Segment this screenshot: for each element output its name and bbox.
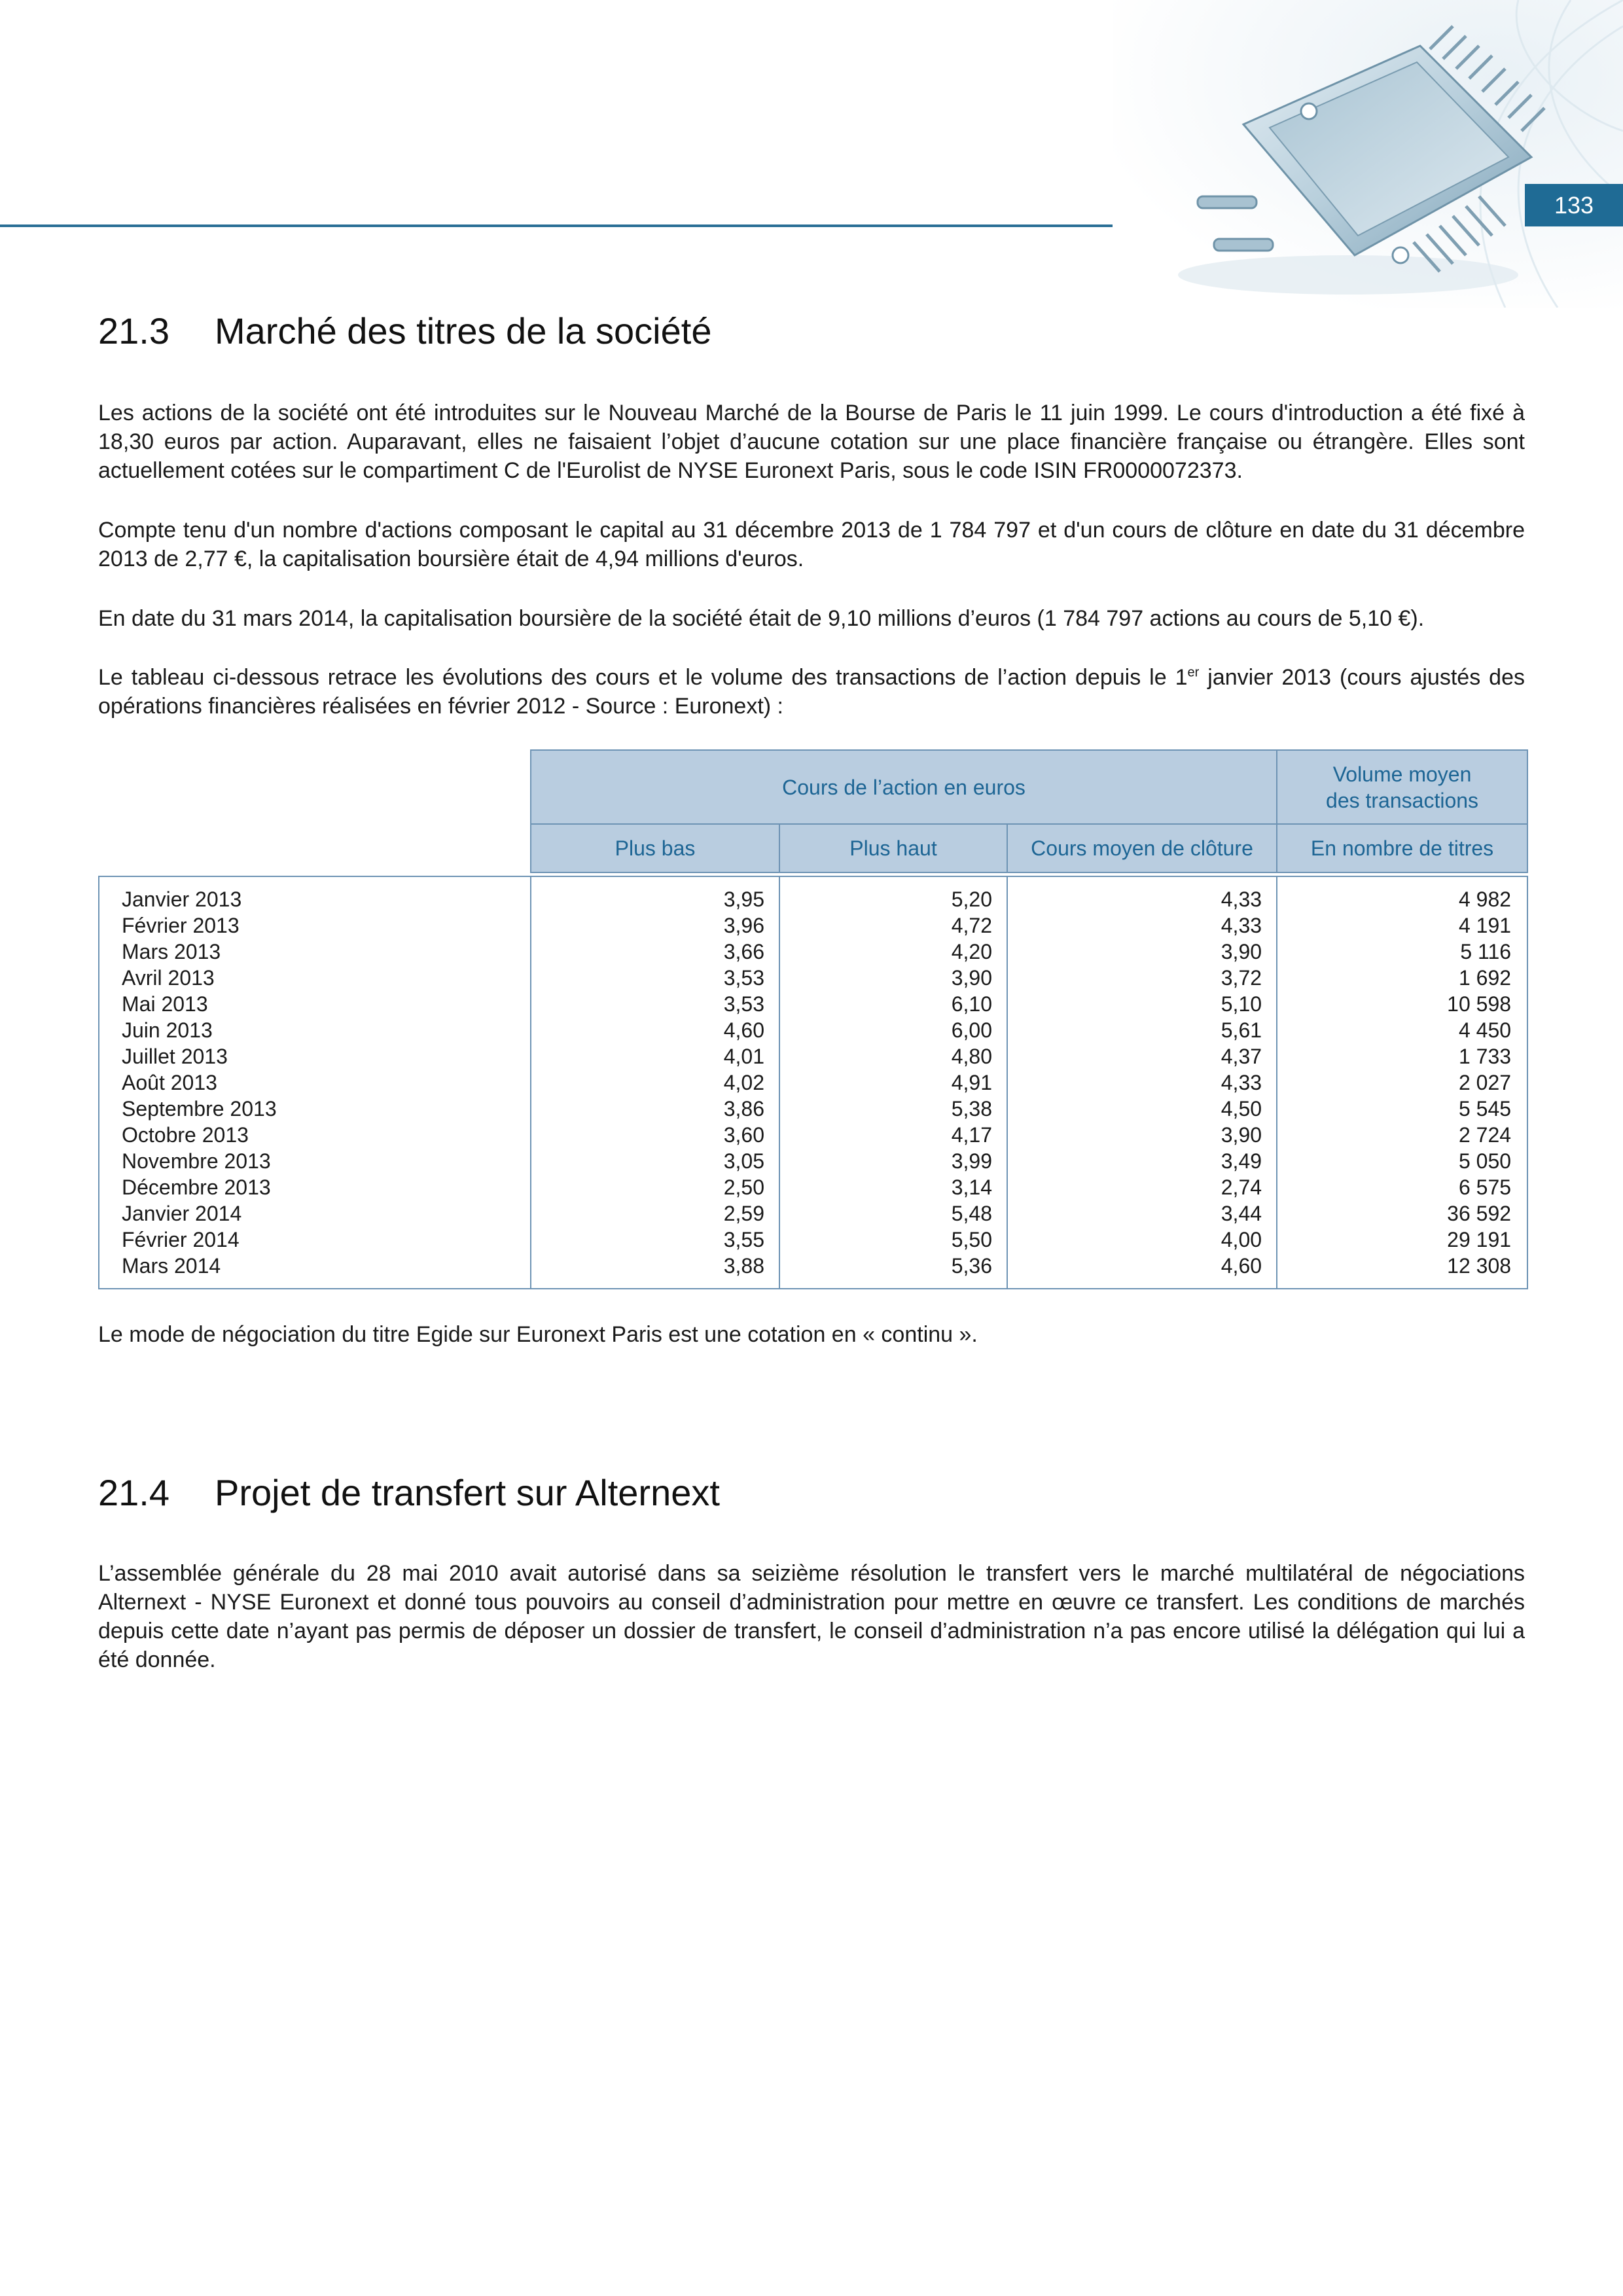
table-cell-plus-bas: 2,50 bbox=[723, 1175, 764, 1199]
column-header-cours-moyen: Cours moyen de clôture bbox=[1007, 824, 1277, 872]
table-cell-cours-moyen: 3,44 bbox=[1221, 1202, 1262, 1225]
table-cell-cours-moyen: 3,90 bbox=[1221, 1123, 1262, 1147]
table-cell-plus-haut: 5,48 bbox=[951, 1202, 992, 1225]
table-cell-volume: 36 592 bbox=[1447, 1202, 1512, 1225]
table-cell-months: Septembre 2013 bbox=[122, 1097, 277, 1121]
table-cell-plus-haut: 5,38 bbox=[951, 1097, 992, 1121]
header-rule bbox=[0, 224, 1113, 227]
table-cell-cours-moyen: 5,61 bbox=[1221, 1018, 1262, 1042]
table-intro-start: Le tableau ci-dessous retrace les évolutions des cours et le volume des transactions de l’action depuis le 1 bbox=[98, 665, 1188, 690]
ordinal-suffix: er bbox=[1187, 665, 1200, 680]
table-cell-months: Avril 2013 bbox=[122, 966, 215, 990]
table-intro-end: janvier 2013 (cours ajustés des opérations financières réalisées en février 2012 - Source : Euronext) : bbox=[98, 665, 1525, 719]
table-cell-plus-haut: 3,99 bbox=[951, 1149, 992, 1173]
table-cell-months: Juillet 2013 bbox=[122, 1045, 228, 1068]
table-cell-plus-haut: 5,50 bbox=[951, 1228, 992, 1251]
table-corner-2 bbox=[99, 824, 531, 872]
table-cell-months: Juin 2013 bbox=[122, 1018, 213, 1042]
page-number: 133 bbox=[1525, 184, 1623, 226]
table-cell-cours-moyen: 4,50 bbox=[1221, 1097, 1262, 1121]
section-number: 21.3 bbox=[98, 310, 169, 351]
paragraph-alternext-transfer: L’assemblée générale du 28 mai 2010 avait autorisé dans sa seizième résolution le transfert vers le marché multilatéral de négociations Alternext - NYSE Euronext et donné tous pouvoirs au conseil d’administration pour mettre en œuvre ce transfert. Les conditions de marchés depuis cette date n’ayant pas permis de déposer un dossier de transfert, le conseil d’administration n’a pas encore utilisé la délégation qui lui a été donnée. bbox=[98, 1561, 1525, 1672]
table-cell-months: Mai 2013 bbox=[122, 992, 208, 1016]
plus-haut-column bbox=[779, 876, 1007, 1289]
table-cell-plus-haut: 4,91 bbox=[951, 1071, 992, 1094]
cours-moyen-column bbox=[1007, 876, 1277, 1289]
table-cell-volume: 5 050 bbox=[1458, 1149, 1512, 1173]
paragraph-trading-mode: Le mode de négociation du titre Egide sur Euronext Paris est une cotation en « continu ». bbox=[98, 1322, 978, 1347]
table-cell-plus-haut: 4,80 bbox=[951, 1045, 992, 1068]
table-cell-months: Février 2013 bbox=[122, 914, 240, 937]
table-cell-plus-haut: 6,00 bbox=[951, 1018, 992, 1042]
table-cell-cours-moyen: 4,33 bbox=[1221, 1071, 1262, 1094]
table-cell-cours-moyen: 3,90 bbox=[1221, 940, 1262, 963]
table-cell-cours-moyen: 4,33 bbox=[1221, 888, 1262, 911]
table-cell-plus-haut: 5,36 bbox=[951, 1254, 992, 1278]
table-cell-volume: 12 308 bbox=[1447, 1254, 1512, 1278]
table-cell-volume: 2 724 bbox=[1458, 1123, 1512, 1147]
table-cell-plus-haut: 3,14 bbox=[951, 1175, 992, 1199]
table-corner bbox=[99, 750, 531, 824]
table-cell-months: Mars 2013 bbox=[122, 940, 221, 963]
column-header-plus-bas: Plus bas bbox=[531, 824, 779, 872]
table-cell-plus-bas: 3,95 bbox=[723, 888, 764, 911]
volume-column bbox=[1277, 876, 1527, 1289]
table-cell-months: Novembre 2013 bbox=[122, 1149, 271, 1173]
table-cell-plus-bas: 4,02 bbox=[723, 1071, 764, 1094]
table-cell-plus-bas: 4,60 bbox=[723, 1018, 764, 1042]
electronic-package-icon bbox=[1113, 0, 1623, 308]
section-title-text: Marché des titres de la société bbox=[215, 310, 712, 351]
table-cell-plus-haut: 4,17 bbox=[951, 1123, 992, 1147]
table-cell-months: Août 2013 bbox=[122, 1071, 217, 1094]
table-cell-volume: 29 191 bbox=[1447, 1228, 1512, 1251]
table-cell-plus-bas: 2,59 bbox=[723, 1202, 764, 1225]
section-title-21-4 bbox=[98, 1471, 720, 1514]
table-cell-volume: 4 450 bbox=[1458, 1018, 1512, 1042]
table-cell-plus-haut: 5,20 bbox=[951, 888, 992, 911]
paragraph-table-intro bbox=[98, 663, 1525, 721]
table-cell-plus-haut: 4,20 bbox=[951, 940, 992, 963]
table-cell-plus-haut: 3,90 bbox=[951, 966, 992, 990]
table-cell-plus-bas: 3,86 bbox=[723, 1097, 764, 1121]
table-cell-plus-bas: 3,66 bbox=[723, 940, 764, 963]
section-title-text: Projet de transfert sur Alternext bbox=[215, 1472, 720, 1513]
table-cell-volume: 4 191 bbox=[1458, 914, 1512, 937]
table-cell-volume: 10 598 bbox=[1447, 992, 1512, 1016]
table-cell-cours-moyen: 4,37 bbox=[1221, 1045, 1262, 1068]
table-cell-volume: 5 545 bbox=[1458, 1097, 1512, 1121]
table-cell-volume: 2 027 bbox=[1458, 1071, 1512, 1094]
table-cell-months: Janvier 2014 bbox=[122, 1202, 242, 1225]
table-cell-volume: 1 733 bbox=[1458, 1045, 1512, 1068]
column-header-plus-haut: Plus haut bbox=[779, 824, 1007, 872]
plus-bas-column bbox=[531, 876, 779, 1289]
table-cell-months: Février 2014 bbox=[122, 1228, 240, 1251]
table-cell-plus-haut: 4,72 bbox=[951, 914, 992, 937]
group-header-volume-line2: des transactions bbox=[1326, 788, 1479, 812]
table-cell-months: Janvier 2013 bbox=[122, 888, 242, 911]
table-cell-plus-bas: 3,88 bbox=[723, 1254, 764, 1278]
paragraph-capitalisation-2014: En date du 31 mars 2014, la capitalisation boursière de la société était de 9,10 millions d’euros (1 784 797 actions au cours de 5,10 €). bbox=[98, 606, 1425, 631]
group-header-price: Cours de l’action en euros bbox=[531, 750, 1277, 824]
table-cell-plus-bas: 3,60 bbox=[723, 1123, 764, 1147]
table-cell-plus-bas: 3,96 bbox=[723, 914, 764, 937]
table-cell-months: Décembre 2013 bbox=[122, 1175, 271, 1199]
section-title-21-3 bbox=[98, 310, 711, 352]
table-cell-plus-bas: 3,53 bbox=[723, 992, 764, 1016]
table-cell-plus-bas: 3,05 bbox=[723, 1149, 764, 1173]
table-cell-volume: 5 116 bbox=[1460, 940, 1512, 963]
share-price-table bbox=[98, 749, 1528, 1289]
group-header-volume bbox=[1277, 750, 1527, 824]
table-cell-cours-moyen: 3,72 bbox=[1221, 966, 1262, 990]
column-header-volume: En nombre de titres bbox=[1277, 824, 1527, 872]
table-cell-volume: 1 692 bbox=[1458, 966, 1512, 990]
table-cell-months: Octobre 2013 bbox=[122, 1123, 249, 1147]
table-cell-volume: 4 982 bbox=[1458, 888, 1512, 911]
group-header-volume-line1: Volume moyen bbox=[1332, 762, 1472, 786]
table-cell-cours-moyen: 4,60 bbox=[1221, 1254, 1262, 1278]
table-cell-plus-haut: 6,10 bbox=[951, 992, 992, 1016]
paragraph-introduction: Les actions de la société ont été introduites sur le Nouveau Marché de la Bourse de Paris le 11 juin 1999. Le cours d'introduction a été fixé à 18,30 euros par action. Auparavant, elles ne faisaient l’objet d’aucune cotation sur une place financière française ou étrangère. Elles sont actuellement cotées sur le compartiment C de l'Eurolist de NYSE Euronext Paris, sous le code ISIN FR0000072373. bbox=[98, 401, 1525, 483]
table-cell-volume: 6 575 bbox=[1458, 1175, 1512, 1199]
table-cell-cours-moyen: 2,74 bbox=[1221, 1175, 1262, 1199]
paragraph-capitalisation-2013: Compte tenu d'un nombre d'actions composant le capital au 31 décembre 2013 de 1 784 797 et d'un cours de clôture en date du 31 décembre 2013 de 2,77 €, la capitalisation boursière était de 4,94 millions d'euros. bbox=[98, 518, 1525, 571]
table-cell-plus-bas: 3,55 bbox=[723, 1228, 764, 1251]
table-cell-cours-moyen: 4,00 bbox=[1221, 1228, 1262, 1251]
section-number: 21.4 bbox=[98, 1472, 169, 1513]
month-column bbox=[99, 876, 531, 1289]
table-cell-cours-moyen: 4,33 bbox=[1221, 914, 1262, 937]
table-cell-cours-moyen: 5,10 bbox=[1221, 992, 1262, 1016]
table-cell-cours-moyen: 3,49 bbox=[1221, 1149, 1262, 1173]
table-cell-plus-bas: 3,53 bbox=[723, 966, 764, 990]
table-cell-plus-bas: 4,01 bbox=[723, 1045, 764, 1068]
table-cell-months: Mars 2014 bbox=[122, 1254, 221, 1278]
